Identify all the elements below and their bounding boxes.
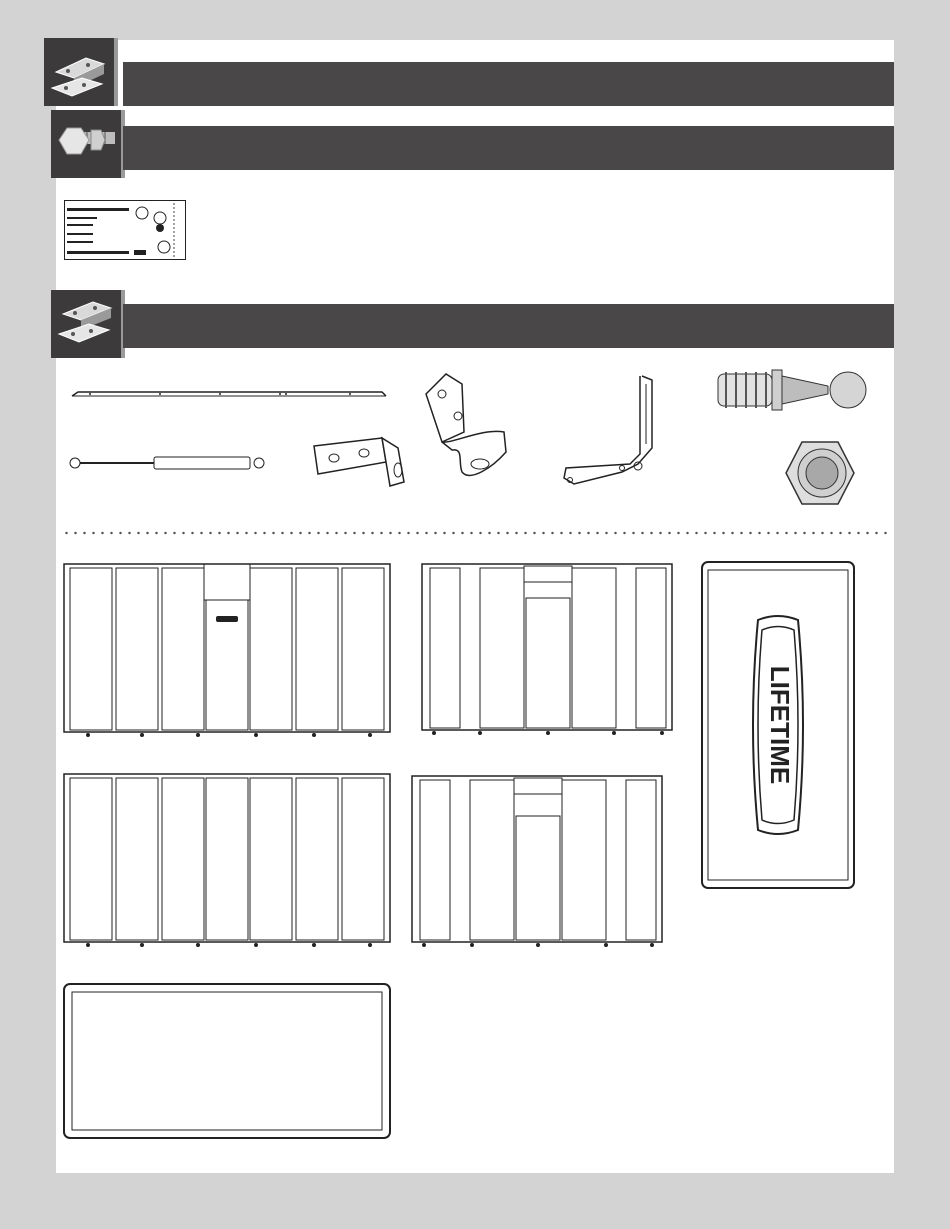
section-header-bar [123, 62, 894, 106]
bracket-icon [51, 290, 125, 358]
lock-nut [784, 440, 856, 506]
front-panel-with-latch [62, 562, 392, 738]
l-bracket-small [312, 434, 410, 490]
floor-panel [62, 982, 392, 1140]
long-metal-rail [70, 386, 388, 400]
side-panel-left [410, 772, 666, 948]
hinge-arm [560, 374, 662, 492]
section-header-bar [123, 126, 894, 170]
section-header-bar [123, 304, 894, 348]
z-bracket [422, 372, 510, 482]
lid-logo-text: LIFETIME [765, 665, 796, 785]
dotted-divider [62, 531, 890, 535]
hardware-card-image [64, 200, 186, 260]
gas-strut [66, 452, 268, 474]
side-panel-right [420, 560, 676, 736]
ball-stud [714, 362, 868, 422]
back-panel [62, 772, 392, 948]
bracket-icon [44, 38, 118, 106]
lid-panel [700, 560, 856, 890]
bolt-nut-icon [51, 110, 125, 178]
